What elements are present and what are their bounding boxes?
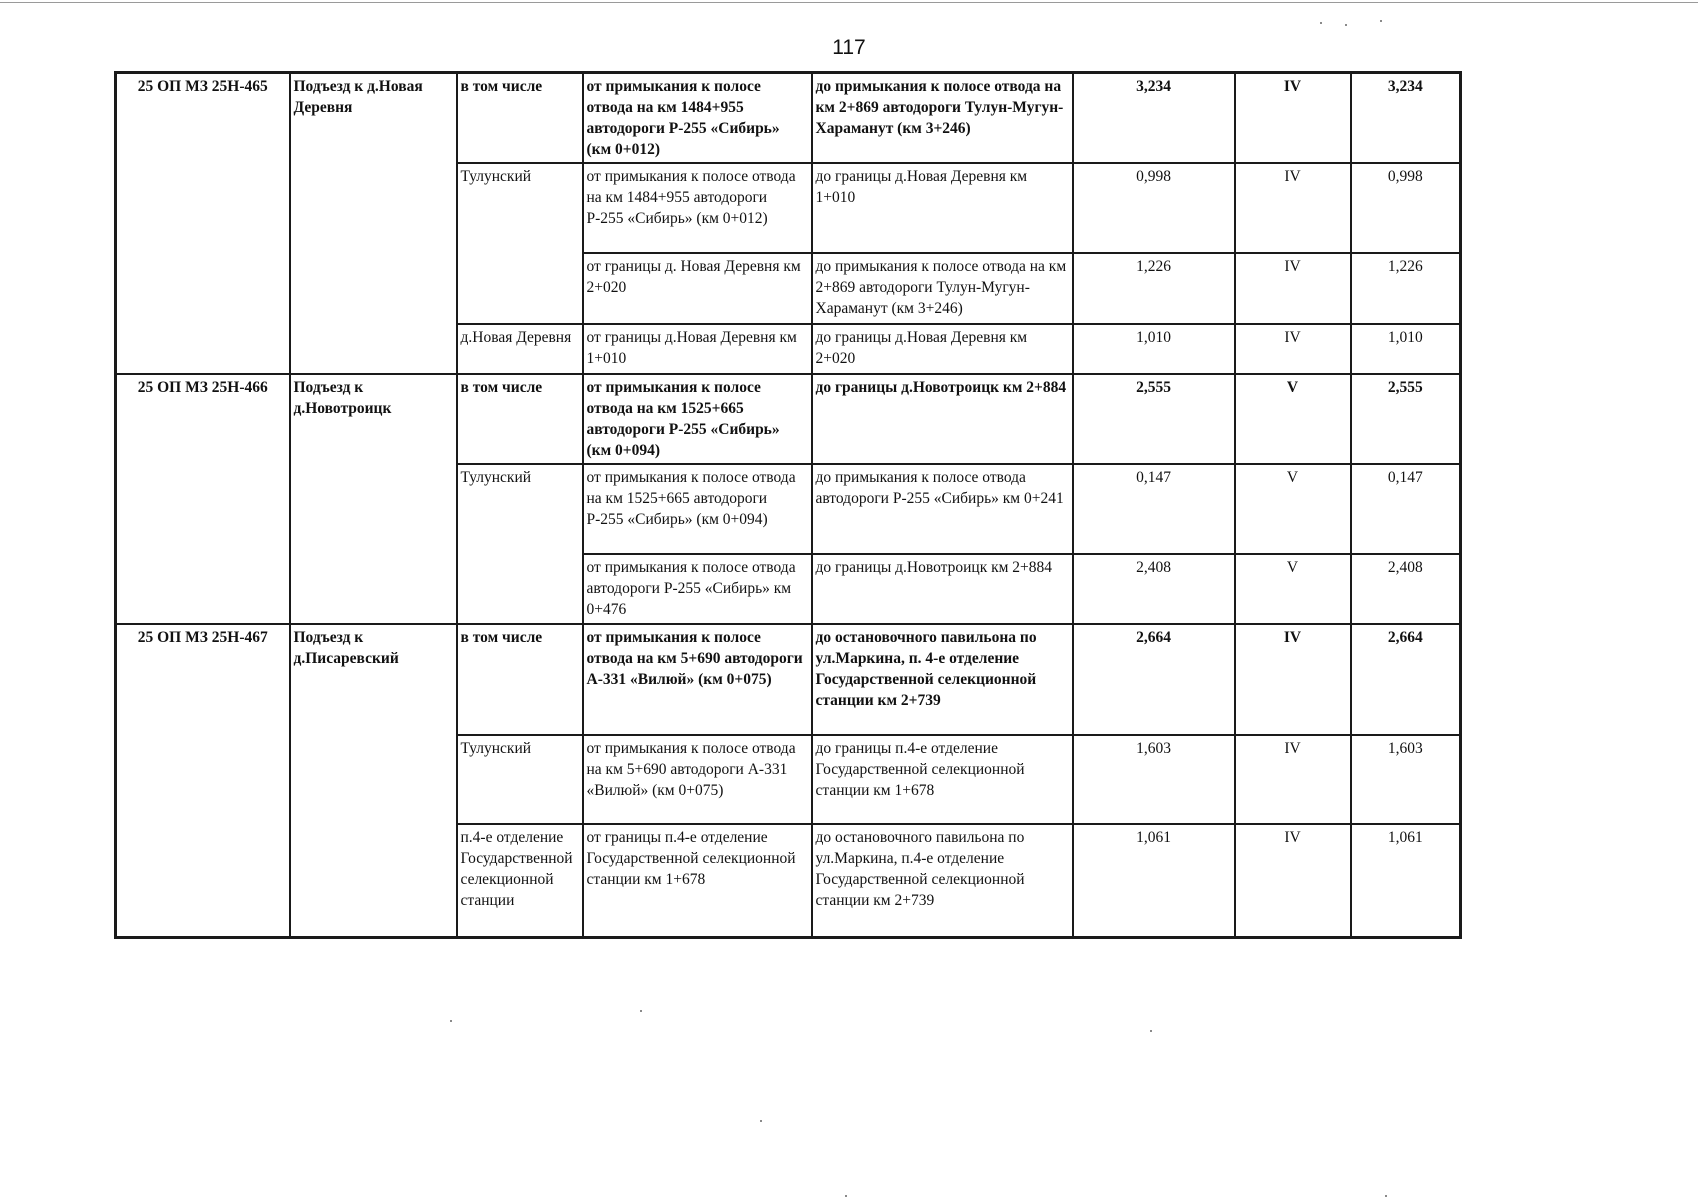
segment-category: IV (1235, 735, 1351, 824)
segment-from: от примыкания к полосе отвода на км 5+690 автодороги А-331 «Вилюй» (км 0+075) (583, 735, 812, 824)
segment-length: 2,664 (1073, 624, 1235, 735)
segment-category: V (1235, 554, 1351, 624)
segment-total: 0,147 (1351, 464, 1461, 554)
segment-to: до границы п.4-е отделение Государственной селекционной станции км 1+678 (812, 735, 1073, 824)
segment-from: от примыкания к полосе отвода на км 1484+955 автодороги Р-255 «Сибирь» (км 0+012) (583, 163, 812, 253)
segment-length: 1,603 (1073, 735, 1235, 824)
segment-length: 1,061 (1073, 824, 1235, 937)
segment-total: 1,010 (1351, 324, 1461, 374)
segment-total: 3,234 (1351, 73, 1461, 164)
table-row (116, 624, 1461, 735)
segment-area: д.Новая Деревня (457, 324, 583, 374)
segment-to: до примыкания к полосе отвода на км 2+869 автодороги Тулун-Мугун-Хараманут (км 3+246) (812, 73, 1073, 164)
road-name: Подъезд к д.Писаревский (290, 624, 457, 937)
segment-area: в том числе (457, 624, 583, 735)
segment-category: IV (1235, 73, 1351, 164)
segment-total: 1,603 (1351, 735, 1461, 824)
segment-from: от примыкания к полосе отвода автодороги Р-255 «Сибирь» км 0+476 (583, 554, 812, 624)
segment-from: от границы д. Новая Деревня км 2+020 (583, 253, 812, 324)
segment-length: 0,147 (1073, 464, 1235, 554)
scan-speck (450, 1020, 452, 1022)
scan-speck (760, 1120, 762, 1122)
segment-from: от границы п.4-е отделение Государственной селекционной станции км 1+678 (583, 824, 812, 937)
segment-to: до остановочного павильона по ул.Маркина, п. 4-е отделение Государственной селекционной станции км 2+739 (812, 624, 1073, 735)
table-row (116, 73, 1461, 164)
segment-area: Тулунский (457, 464, 583, 624)
segment-length: 1,226 (1073, 253, 1235, 324)
segment-length: 1,010 (1073, 324, 1235, 374)
segment-to: до границы д.Новотроицк км 2+884 (812, 374, 1073, 464)
segment-total: 2,408 (1351, 554, 1461, 624)
segment-to: до примыкания к полосе отвода автодороги Р-255 «Сибирь» км 0+241 (812, 464, 1073, 554)
segment-from: от примыкания к полосе отвода на км 1525+665 автодороги Р-255 «Сибирь» (км 0+094) (583, 374, 812, 464)
segment-area: в том числе (457, 374, 583, 464)
segment-total: 2,555 (1351, 374, 1461, 464)
scan-edge-line (0, 2, 1698, 3)
scan-speck (1320, 22, 1322, 24)
road-table (114, 71, 1462, 939)
segment-area: в том числе (457, 73, 583, 164)
segment-length: 2,408 (1073, 554, 1235, 624)
segment-length: 3,234 (1073, 73, 1235, 164)
page-number: 117 (832, 36, 866, 59)
scan-speck (1150, 1030, 1152, 1032)
road-code: 25 ОП МЗ 25Н-465 (116, 73, 290, 375)
table-row (116, 374, 1461, 464)
segment-area: Тулунский (457, 735, 583, 824)
segment-from: от примыкания к полосе отвода на км 1525+665 автодороги Р-255 «Сибирь» (км 0+094) (583, 464, 812, 554)
segment-total: 1,061 (1351, 824, 1461, 937)
segment-category: V (1235, 374, 1351, 464)
road-code: 25 ОП МЗ 25Н-467 (116, 624, 290, 937)
segment-from: от примыкания к полосе отвода на км 1484+955 автодороги Р-255 «Сибирь» (км 0+012) (583, 73, 812, 164)
segment-category: IV (1235, 163, 1351, 253)
scan-speck (845, 1195, 847, 1197)
road-name: Подъезд к д.Новая Деревня (290, 73, 457, 375)
segment-category: IV (1235, 253, 1351, 324)
scan-speck (1345, 24, 1347, 26)
segment-category: IV (1235, 324, 1351, 374)
segment-category: V (1235, 464, 1351, 554)
segment-to: до границы д.Новая Деревня км 1+010 (812, 163, 1073, 253)
segment-length: 0,998 (1073, 163, 1235, 253)
scan-speck (1385, 1195, 1387, 1197)
segment-category: IV (1235, 624, 1351, 735)
segment-to: до границы д.Новотроицк км 2+884 (812, 554, 1073, 624)
segment-from: от примыкания к полосе отвода на км 5+690 автодороги А-331 «Вилюй» (км 0+075) (583, 624, 812, 735)
segment-category: IV (1235, 824, 1351, 937)
segment-to: до границы д.Новая Деревня км 2+020 (812, 324, 1073, 374)
segment-length: 2,555 (1073, 374, 1235, 464)
segment-total: 2,664 (1351, 624, 1461, 735)
segment-total: 1,226 (1351, 253, 1461, 324)
segment-to: до примыкания к полосе отвода на км 2+869 автодороги Тулун-Мугун-Хараманут (км 3+246) (812, 253, 1073, 324)
segment-to: до остановочного павильона по ул.Маркина, п.4-е отделение Государственной селекционной станции км 2+739 (812, 824, 1073, 937)
segment-area: п.4-е отделение Государственной селекционной станции (457, 824, 583, 937)
road-name: Подъезд к д.Новотроицк (290, 374, 457, 624)
segment-area: Тулунский (457, 163, 583, 324)
scan-speck (1380, 20, 1382, 22)
segment-total: 0,998 (1351, 163, 1461, 253)
scan-speck (640, 1010, 642, 1012)
road-code: 25 ОП МЗ 25Н-466 (116, 374, 290, 624)
segment-from: от границы д.Новая Деревня км 1+010 (583, 324, 812, 374)
